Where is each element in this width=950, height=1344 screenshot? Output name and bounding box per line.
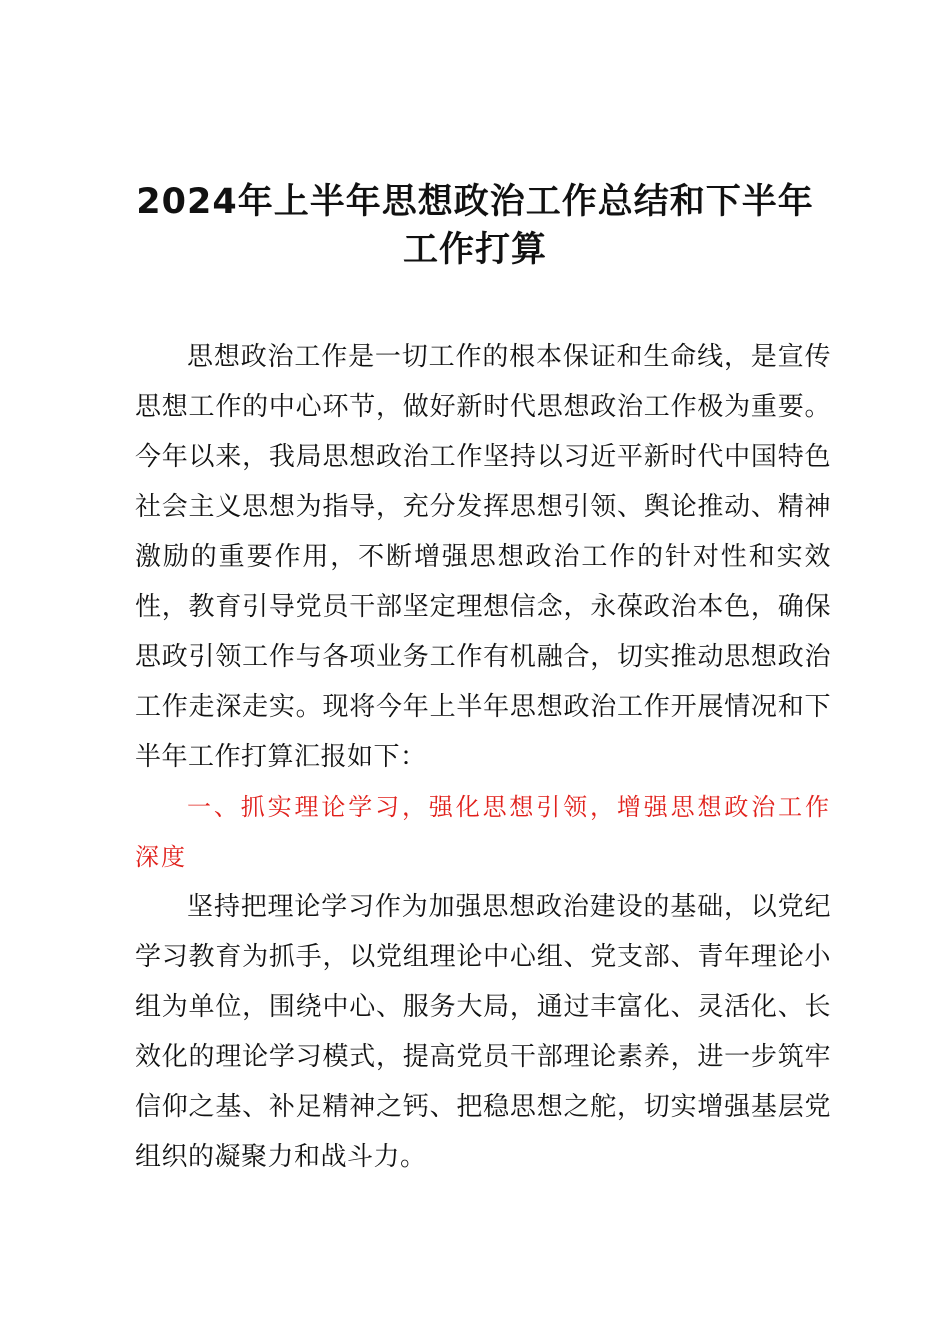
section-1-heading: 一、抓实理论学习，强化思想引领，增强思想政治工作深度 (135, 793, 831, 871)
section-1-paragraph: 坚持把理论学习作为加强思想政治建设的基础，以党纪学习教育为抓手，以党组理论中心组、党支部、青年理论小组为单位，围绕中心、服务大局，通过丰富化、灵活化、长效化的理论学习模式，提高党员干部理论素养，进一步筑牢信仰之基、补足精神之钙、把稳思想之舵，切实增强基层党组织的凝聚力和战斗力。 (135, 892, 831, 1172)
document-title: 2024年上半年思想政治工作总结和下半年工作打算 (136, 182, 814, 270)
intro-paragraph: 思想政治工作是一切工作的根本保证和生命线，是宣传思想工作的中心环节，做好新时代思想政治工作极为重要。今年以来，我局思想政治工作坚持以习近平新时代中国特色社会主义思想为指导，充分发挥思想引领、舆论推动、精神激励的重要作用，不断增强思想政治工作的针对性和实效性，教育引导党员干部坚定理想信念，永葆政治本色，确保思政引领工作与各项业务工作有机融合，切实推动思想政治工作走深走实。现将今年上半年思想政治工作开展情况和下半年工作打算汇报如下： (135, 342, 831, 772)
